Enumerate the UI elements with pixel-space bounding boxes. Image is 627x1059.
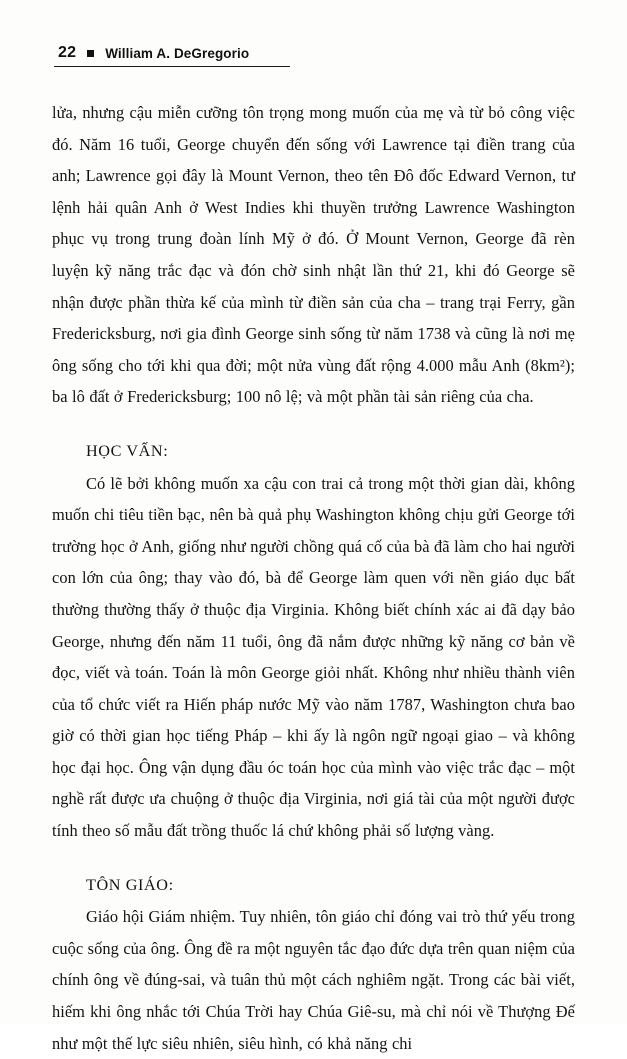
page-number: 22 (58, 44, 77, 61)
section-heading-religion: TÔN GIÁO: (86, 875, 174, 894)
paragraph-education: Có lẽ bởi không muốn xa cậu con trai cả trong một thời gian dài, không muốn chi tiêu tiền bạc, nên bà quả phụ Washington không chịu gửi George tới trường học ở Anh, giống như người chồng quá cố của bà đã làm cho hai người con lớn của ông; thay vào đó, bà để George làm quen với nền giáo dục bất thường thường thấy ở thuộc địa Virginia. Không biết chính xác ai đã dạy bảo George, nhưng đến năm 11 tuổi, ông đã nắm được những kỹ năng cơ bản về đọc, viết và toán. Toán là môn George giỏi nhất. Không như nhiều thành viên của tổ chức viết ra Hiến pháp nước Mỹ vào năm 1787, Washington chưa bao giờ có thời gian học tiếng Pháp – khi ấy là ngôn ngữ ngoại giao – và không học đại học. Ông vận dụng đầu óc toán học của mình vào việc trắc đạc – một nghề rất được ưa chuộng ở thuộc địa Virginia, nơi giá tài của một người được tính theo số mẫu đất trồng thuốc lá chứ không phải số lượng vàng. (52, 473, 575, 841)
author-name: William A. DeGregorio (105, 45, 250, 61)
section-heading-education: HỌC VẤN: (86, 441, 169, 460)
square-bullet-icon (87, 50, 94, 57)
paragraph-religion: Giáo hội Giám nhiệm. Tuy nhiên, tôn giáo chỉ đóng vai trò thứ yếu trong cuộc sống của ông. Ông đề ra một nguyên tắc đạo đức dựa trên quan niệm của chính ông về đúng-sai, và tuân thủ một cách nghiêm ngặt. Trong các bài viết, hiếm khi ông nhắc tới Chúa Trời hay Chúa Giê-su, mà chỉ nói về Thượng Đế như một thế lực siêu nhiên, siêu hình, có khả năng chi (52, 907, 575, 1053)
running-head (54, 44, 290, 67)
paragraph-continuation: lửa, nhưng cậu miễn cưỡng tôn trọng mong muốn của mẹ và từ bỏ công việc đó. Năm 16 tuổi, George chuyển đến sống với Lawrence tại điền trang của anh; Lawrence gọi đây là Mount Vernon, theo tên Đô đốc Edward Vernon, tư lệnh hải quân Anh ở West Indies khi thuyền trưởng Lawrence Washington phục vụ trong trung đoàn lính Mỹ ở đó. Ở Mount Vernon, George đã rèn luyện kỹ năng trắc đạc và đón chờ sinh nhật lần thứ 21, khi đó George sẽ nhận được phần thừa kế của mình từ điền sản của cha – trang trại Ferry, gần Fredericksburg, nơi gia đình George sinh sống từ năm 1738 và cũng là nơi mẹ ông sống cho tới khi qua đời; một nửa vùng đất rộng 4.000 mẫu Anh (8km²); ba lô đất ở Fredericksburg; 100 nô lệ; và một phần tài sản riêng của cha. (52, 103, 575, 407)
page-body (52, 97, 575, 1059)
